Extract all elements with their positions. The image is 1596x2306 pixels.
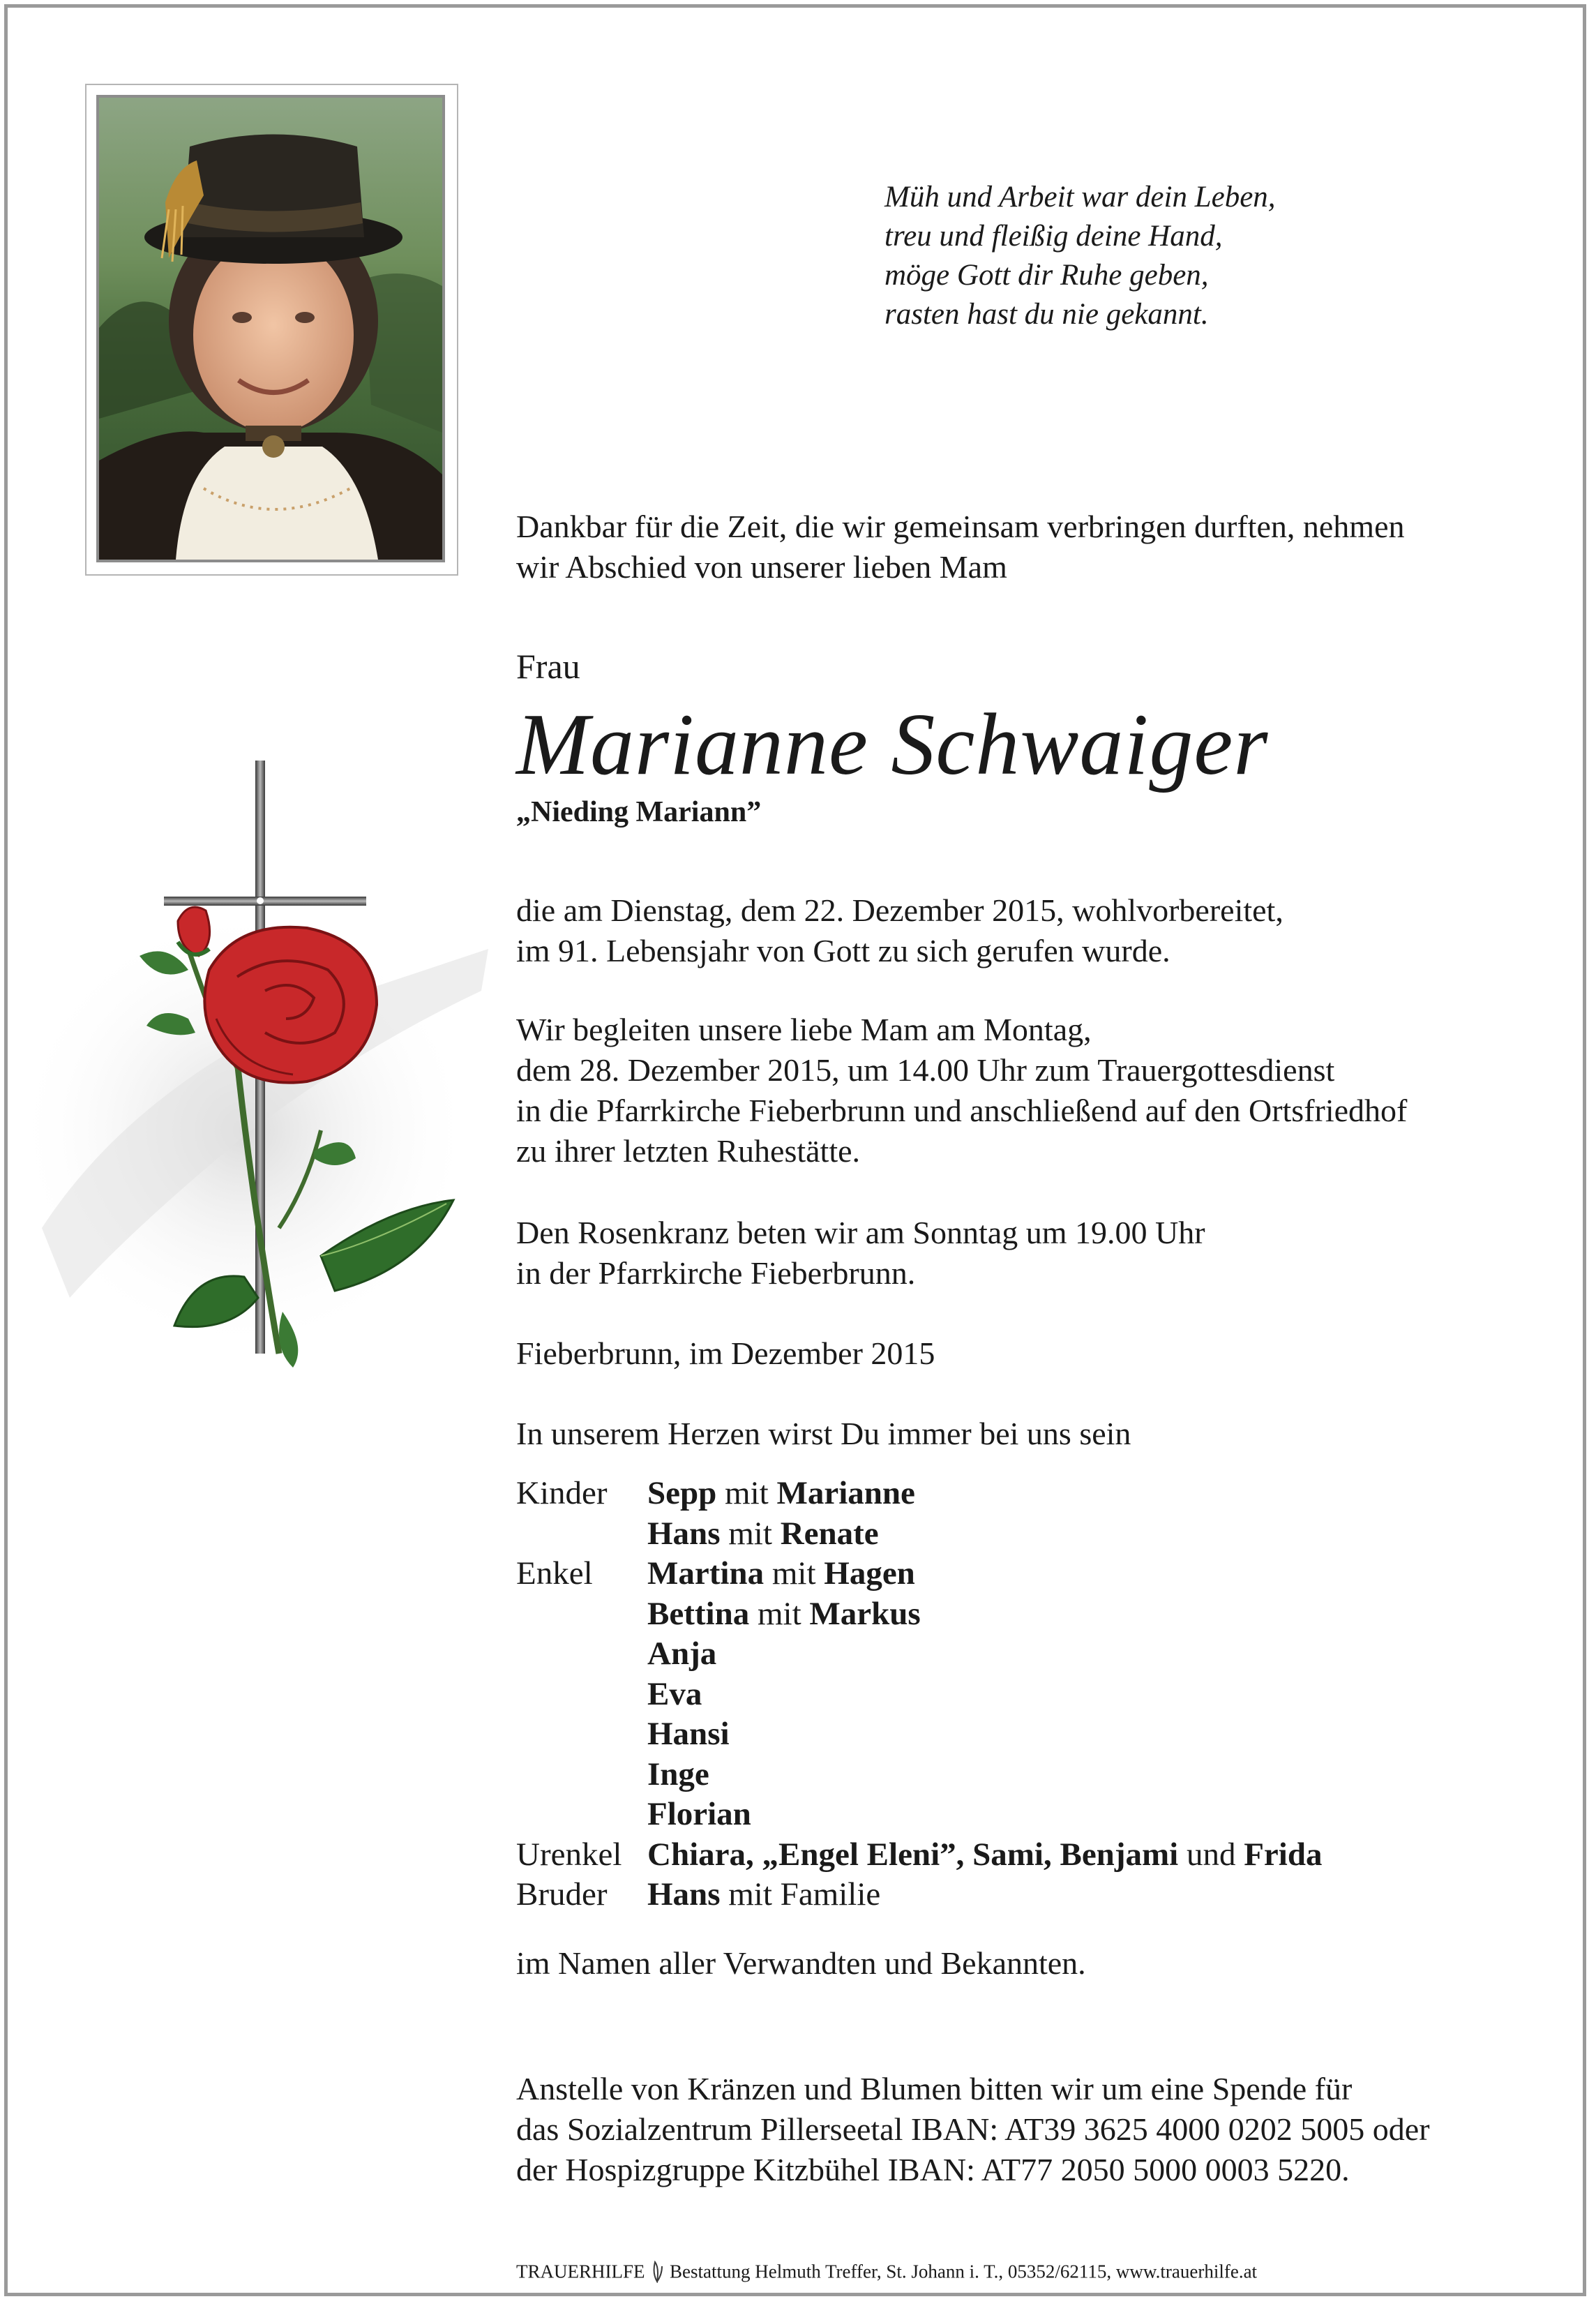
family-name: Inge	[647, 1755, 709, 1792]
family-connector: mit	[728, 1515, 772, 1552]
family-name: Hagen	[824, 1555, 915, 1592]
footer	[516, 2259, 1257, 2288]
death-line: die am Dienstag, dem 22. Dezember 2015, wohlvorbereitet,	[516, 892, 1283, 928]
portrait-photo	[96, 95, 445, 562]
family-name: Sepp	[647, 1475, 717, 1511]
funeral-line: in die Pfarrkirche Fieberbrunn und anschließend auf den Ortsfriedhof	[516, 1093, 1408, 1128]
cross-rose-illustration	[28, 740, 516, 1437]
family-name: Hans	[647, 1876, 721, 1912]
intro-line: wir Abschied von unserer lieben Mam	[516, 549, 1007, 585]
leaf-icon	[649, 2259, 665, 2288]
family-label: Enkel	[516, 1555, 593, 1592]
place-date: Fieberbrunn, im Dezember 2015	[516, 1335, 935, 1371]
family-name: Martina	[647, 1555, 765, 1592]
family-name: Markus	[809, 1595, 921, 1632]
salutation: Frau	[516, 647, 580, 686]
family-name: Hans	[647, 1515, 721, 1552]
family-name: Anja	[647, 1635, 717, 1672]
intro-line: Dankbar für die Zeit, die wir gemeinsam verbringen durften, nehmen	[516, 509, 1405, 544]
rosary-line: Den Rosenkranz beten wir am Sonntag um 19.00 Uhr	[516, 1215, 1205, 1250]
footer-brand: TRAUERHILFE	[516, 2261, 645, 2282]
poem-line: treu und fleißig deine Hand,	[884, 220, 1223, 253]
poem-line: rasten hast du nie gekannt.	[884, 298, 1209, 331]
funeral-line: Wir begleiten unsere liebe Mam am Montag,	[516, 1012, 1092, 1047]
death-line: im 91. Lebensjahr von Gott zu sich gerufen wurde.	[516, 933, 1170, 968]
rosary-line: in der Pfarrkirche Fieberbrunn.	[516, 1255, 916, 1291]
donation-line: das Sozialzentrum Pillerseetal IBAN: AT39 3625 4000 0202 5005 oder	[516, 2111, 1430, 2147]
donation-line: Anstelle von Kränzen und Blumen bitten wir um eine Spende für	[516, 2071, 1353, 2106]
poem-line: möge Gott dir Ruhe geben,	[884, 259, 1209, 292]
family-connector: mit	[771, 1555, 816, 1592]
family-connector: mit	[757, 1595, 801, 1632]
family-label: Kinder	[516, 1475, 608, 1511]
family-connector: mit Familie	[728, 1876, 881, 1912]
footer-text: Bestattung Helmuth Treffer, St. Johann i. T., 05352/62115, www.trauerhilfe.at	[670, 2261, 1258, 2282]
poem	[884, 178, 1276, 334]
family-connector: und	[1186, 1836, 1236, 1873]
family-name: Chiara, „Engel Eleni”, Sami, Benjami	[647, 1836, 1179, 1873]
poem-line: Müh und Arbeit war dein Leben,	[884, 181, 1276, 214]
hearts-line: In unserem Herzen wirst Du immer bei uns sein	[516, 1416, 1131, 1451]
family-label: Urenkel	[516, 1836, 622, 1873]
family-label: Bruder	[516, 1876, 608, 1912]
family-connector: mit	[725, 1475, 769, 1511]
family-name: Bettina	[647, 1595, 750, 1632]
closing-line: im Namen aller Verwandten und Bekannten.	[516, 1945, 1086, 1981]
donation-line: der Hospizgruppe Kitzbühel IBAN: AT77 2050 5000 0003 5220.	[516, 2152, 1350, 2187]
family-name: Florian	[647, 1796, 751, 1832]
portrait-frame	[85, 84, 458, 576]
family-name: Hansi	[647, 1716, 730, 1752]
funeral-line: zu ihrer letzten Ruhestätte.	[516, 1133, 861, 1169]
nickname: „Nieding Mariann”	[516, 796, 762, 828]
family-name: Marianne	[776, 1475, 915, 1511]
family-name: Frida	[1244, 1836, 1323, 1873]
funeral-line: dem 28. Dezember 2015, um 14.00 Uhr zum Trauergottesdienst	[516, 1052, 1335, 1088]
deceased-name: Marianne Schwaiger	[516, 696, 1269, 793]
family-name: Renate	[780, 1515, 879, 1552]
family-name: Eva	[647, 1675, 702, 1712]
